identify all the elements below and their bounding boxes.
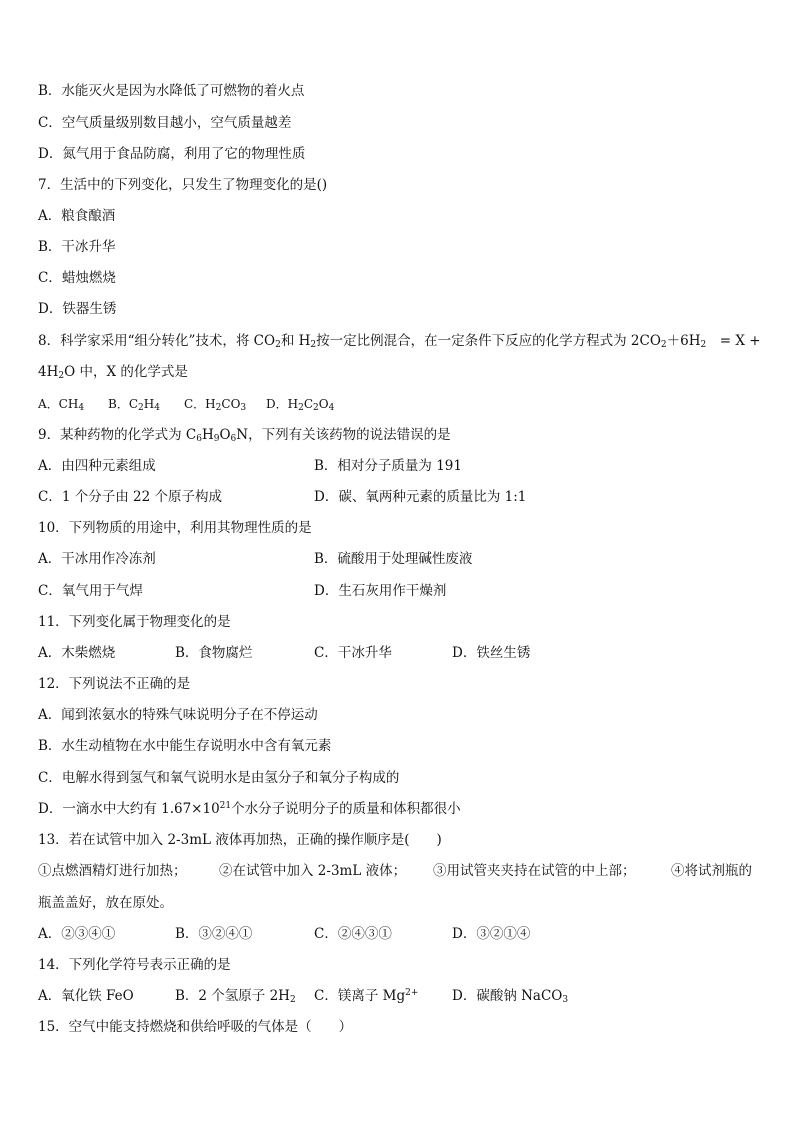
q13-step-1: ①点燃酒精灯进行加热； [38, 863, 187, 879]
q14-stem: 14．下列化学符号表示正确的是 [38, 957, 231, 973]
q13-option-c: C．②④③① [314, 926, 392, 942]
q10-option-a: A．干冰用作冷冻剂 [38, 551, 156, 567]
q12-option-b: B．水生动植物在水中能生存说明水中含有氧元素 [38, 738, 332, 754]
q13-step-2: ②在试管中加入 2-3mL 液体； [219, 863, 407, 879]
q12-option-d: D．一滴水中大约有 $1.67\times 10^{21}$个水分子说明分子的质量和体积都很小 [38, 801, 461, 817]
q14-option-a: A．氧化铁 FeO [38, 988, 134, 1004]
q11-option-b: B．食物腐烂 [175, 645, 253, 661]
q10-option-c: C．氧气用于气焊 [38, 583, 143, 599]
q13-option-a: A．②③④① [38, 926, 116, 942]
q11-option-c: C．干冰升华 [314, 645, 392, 661]
q6-option-d: D．氮气用于食品防腐，利用了它的物理性质 [38, 146, 306, 162]
q6-option-b: B．水能灭火是因为水降低了可燃物的着火点 [38, 83, 305, 99]
q12-stem: 12．下列说法不正确的是 [38, 676, 191, 692]
q11-stem: 11．下列变化属于物理变化的是 [38, 614, 231, 630]
q8-options [38, 395, 334, 413]
q12-option-c: C．电解水得到氢气和氧气说明水是由氢分子和氧分子构成的 [38, 770, 400, 786]
q10-option-d: D．生石灰用作干燥剂 [314, 583, 447, 599]
q8-option-c: C．$H_2CO_3$ [184, 397, 247, 413]
q8-stem-line2: $4H_2O$ 中，X 的化学式是 [38, 364, 188, 381]
q8-stem-line1: 8．科学家采用“组分转化”技术，将 $CO_2$和 $H_2$按一定比例混合，在一定条件下反应的化学方程式为 $2CO_2+6H_2$ = X + [38, 333, 761, 350]
q8-option-b: B．$C_2H_4$ [108, 397, 160, 413]
q9-option-c: C．1 个分子由 22 个原子构成 [38, 489, 222, 505]
q10-stem: 10．下列物质的用途中，利用其物理性质的是 [38, 520, 312, 536]
q9-stem: 9．某种药物的化学式为 $C_6H_9O_6N$，下列有关该药物的说法错误的是 [38, 427, 451, 444]
q7-option-b: B．干冰升华 [38, 239, 116, 255]
q7-option-a: A．粮食酿酒 [38, 208, 116, 224]
q8-option-a: A．$CH_4$ [38, 397, 85, 413]
q10-option-b: B．硫酸用于处理碱性废液 [314, 551, 473, 567]
q11-option-d: D．铁丝生锈 [452, 645, 531, 661]
q14-option-c: C．镁离子 $Mg^{2+}$ [314, 988, 419, 1004]
q9-option-b: B．相对分子质量为 191 [314, 458, 462, 474]
q13-step-4: ④将试剂瓶的 [671, 863, 752, 879]
q13-option-d: D．③②①④ [452, 926, 531, 942]
q8-option-d: D．$H_2C_2O_4$ [266, 397, 335, 413]
q13-step-3: ③用试管夹夹持在试管的中上部； [433, 863, 636, 879]
q7-option-c: C．蜡烛燃烧 [38, 270, 116, 286]
q7-stem: 7．生活中的下列变化，只发生了物理变化的是() [38, 177, 328, 193]
q13-stem: 13．若在试管中加入 2-3mL 液体再加热，正确的操作顺序是( ) [38, 832, 442, 848]
q14-option-d: D．碳酸钠 NaCO$_3$ [452, 988, 569, 1005]
q14-option-b: B．2 个氢原子 $2H_2$ [175, 988, 296, 1005]
q15-stem: 15．空气中能支持燃烧和供给呼吸的气体是（ ） [38, 1019, 353, 1035]
q12-option-a: A．闻到浓氨水的特殊气味说明分子在不停运动 [38, 707, 318, 723]
q6-option-c: C．空气质量级别数目越小，空气质量越差 [38, 115, 292, 131]
q7-option-d: D．铁器生锈 [38, 301, 117, 317]
q11-option-a: A．木柴燃烧 [38, 645, 116, 661]
q13-option-b: B．③②④① [175, 926, 253, 942]
q9-option-d: D．碳、氧两种元素的质量比为 1:1 [314, 489, 527, 505]
q13-step-4-cont: 瓶盖盖好，放在原处。 [38, 895, 173, 911]
q9-option-a: A．由四种元素组成 [38, 458, 156, 474]
